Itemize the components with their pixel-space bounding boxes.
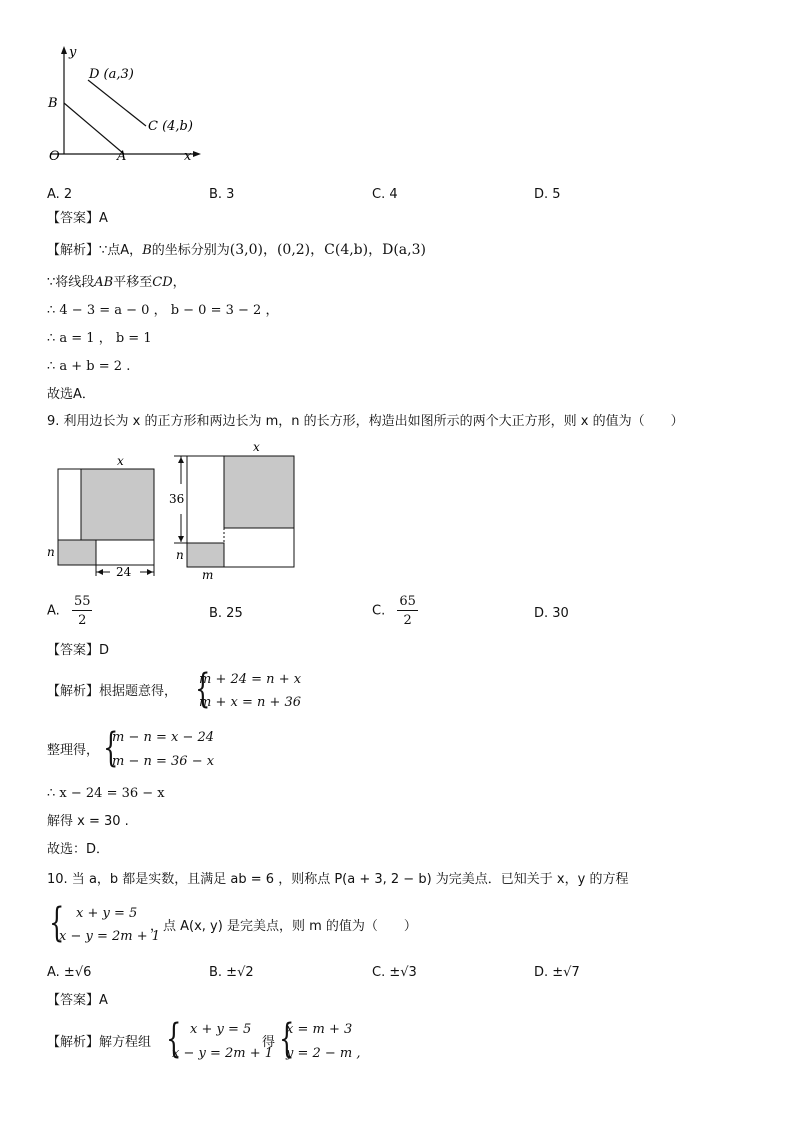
x-axis-arrow bbox=[193, 151, 201, 157]
label-36: 36 bbox=[169, 492, 185, 506]
point-c-label: C (4,b) bbox=[148, 119, 193, 134]
q9-choose: 故选：D． bbox=[47, 842, 110, 857]
y-axis-label: y bbox=[69, 45, 77, 60]
denominator: 2 bbox=[403, 613, 412, 628]
fraction bbox=[397, 594, 418, 628]
segment-ab bbox=[64, 103, 124, 154]
q10-solution-eq2: y = 2 − m , bbox=[286, 1046, 361, 1061]
q9-stem: 9. 利用边长为 x 的正方形和两边长为 m，n 的长方形，构造出如图所示的两个大正方形，则 x 的值为（ ） bbox=[47, 414, 684, 429]
q8-option-c[interactable]: C. 4 bbox=[372, 187, 398, 202]
label-24: 24 bbox=[116, 565, 132, 579]
q10-option-c[interactable]: C. ±√3 bbox=[372, 965, 417, 980]
point-b-label: B bbox=[48, 96, 58, 111]
q8-option-d[interactable]: D. 5 bbox=[534, 187, 561, 202]
q8-analysis-line4: ∴ a = 1 ， b = 1 bbox=[47, 331, 152, 346]
q10-option-a[interactable]: A. ±√6 bbox=[47, 965, 92, 980]
q8-analysis-line2 bbox=[47, 276, 186, 289]
text: 平移至 bbox=[113, 275, 153, 290]
q10-system-eq1: x + y = 5 bbox=[76, 906, 138, 921]
label-m: m bbox=[202, 568, 214, 582]
q10-system3-eq1: x + y = 5 bbox=[190, 1022, 252, 1037]
q9-solve: 解得 x = 30 . bbox=[47, 814, 129, 829]
q8-answer: 【答案】A bbox=[47, 211, 108, 226]
q10-solution-eq1: x = m + 3 bbox=[286, 1022, 353, 1037]
q8-analysis-line5: ∴ a + b = 2 . bbox=[47, 359, 131, 374]
numerator: 65 bbox=[399, 594, 416, 609]
option-label: C. bbox=[372, 603, 386, 619]
shaded-rect-mn bbox=[58, 540, 96, 565]
shaded-square-x bbox=[224, 456, 294, 528]
label-x: x bbox=[117, 454, 124, 468]
analysis-tag: 【解析】 bbox=[47, 243, 100, 258]
shaded-square-x bbox=[81, 469, 154, 540]
arrow-head bbox=[97, 569, 103, 575]
q9-option-d[interactable]: D. 30 bbox=[534, 606, 569, 621]
q9-option-b[interactable]: B. 25 bbox=[209, 606, 243, 621]
fraction bbox=[72, 594, 93, 628]
system-brace: { bbox=[166, 1016, 182, 1062]
q9-system2-eq1: m − n = x − 24 bbox=[112, 730, 215, 745]
system-brace: { bbox=[195, 666, 211, 712]
q9-tidy-label: 整理得， bbox=[47, 743, 100, 758]
text: 的坐标分别为 bbox=[151, 243, 230, 258]
label-x: x bbox=[253, 440, 260, 454]
q9-figure-left bbox=[44, 452, 164, 582]
q8-option-a[interactable]: A. 2 bbox=[47, 187, 73, 202]
q8-coordinate-figure bbox=[44, 44, 204, 168]
arrow-head bbox=[147, 569, 153, 575]
q10-stem2: ，点 A(x, y) 是完美点，则 m 的值为（ ） bbox=[150, 919, 417, 934]
q8-option-b[interactable]: B. 3 bbox=[209, 187, 235, 202]
q9-answer: 【答案】D bbox=[47, 643, 110, 658]
system-brace: { bbox=[103, 725, 119, 771]
label-n: n bbox=[47, 545, 55, 559]
q10-system3-eq2: x − y = 2m + 1 bbox=[172, 1046, 274, 1061]
numerator: 55 bbox=[73, 594, 91, 609]
q10-system-eq2: x − y = 2m + 1 bbox=[59, 929, 161, 944]
system-brace: { bbox=[279, 1016, 295, 1062]
segment-ab: AB bbox=[94, 275, 114, 290]
segment-cd bbox=[88, 80, 146, 126]
q9-system1-eq1: m + 24 = n + x bbox=[199, 672, 302, 687]
x-axis-label: x bbox=[184, 149, 192, 164]
origin-label: O bbox=[49, 149, 60, 164]
shaded-rect-mn bbox=[187, 543, 224, 567]
coords: (3,0)，(0,2)，C(4,b)，D(a,3) bbox=[229, 242, 426, 258]
y-axis-arrow bbox=[61, 46, 67, 54]
q9-option-a[interactable] bbox=[47, 594, 92, 628]
q10-answer: 【答案】A bbox=[47, 993, 108, 1008]
denominator: 2 bbox=[78, 613, 87, 628]
q9-system1-eq2: m + x = n + 36 bbox=[199, 695, 302, 710]
q9-option-c[interactable] bbox=[372, 594, 418, 628]
text: ∵将线段 bbox=[47, 275, 95, 290]
point-b: B bbox=[142, 243, 152, 258]
point-a-label: A bbox=[117, 149, 127, 164]
text: ∵点A， bbox=[99, 243, 143, 258]
label-n: n bbox=[176, 548, 184, 562]
q10-stem: 10. 当 a，b 都是实数，且满足 ab = 6 ，则称点 P(a + 3, 2 − b) 为完美点．已知关于 x，y 的方程 bbox=[47, 872, 629, 887]
q10-option-b[interactable]: B. ±√2 bbox=[209, 965, 254, 980]
q10-option-d[interactable]: D. ±√7 bbox=[534, 965, 580, 980]
q8-analysis-line6: 故选A． bbox=[47, 387, 95, 402]
q10-analysis-label: 【解析】解方程组 bbox=[47, 1035, 152, 1050]
system-brace: { bbox=[49, 900, 65, 946]
q10-get: 得 bbox=[262, 1035, 276, 1050]
q9-analysis-label: 【解析】根据题意得， bbox=[47, 684, 178, 699]
q9-therefore: ∴ x − 24 = 36 − x bbox=[47, 786, 165, 801]
arrow-head bbox=[178, 457, 184, 463]
q8-analysis-line3: ∴ 4 − 3 = a − 0 ， b − 0 = 3 − 2 ， bbox=[47, 303, 279, 318]
q9-system2-eq2: m − n = 36 − x bbox=[112, 754, 215, 769]
text: ， bbox=[172, 275, 186, 290]
option-label: A. bbox=[47, 603, 60, 619]
segment-cd: CD bbox=[152, 275, 173, 290]
arrow-head bbox=[178, 536, 184, 542]
q8-analysis-line1 bbox=[47, 243, 426, 257]
q9-figure-right bbox=[166, 438, 300, 584]
point-d-label: D (a,3) bbox=[89, 67, 134, 82]
